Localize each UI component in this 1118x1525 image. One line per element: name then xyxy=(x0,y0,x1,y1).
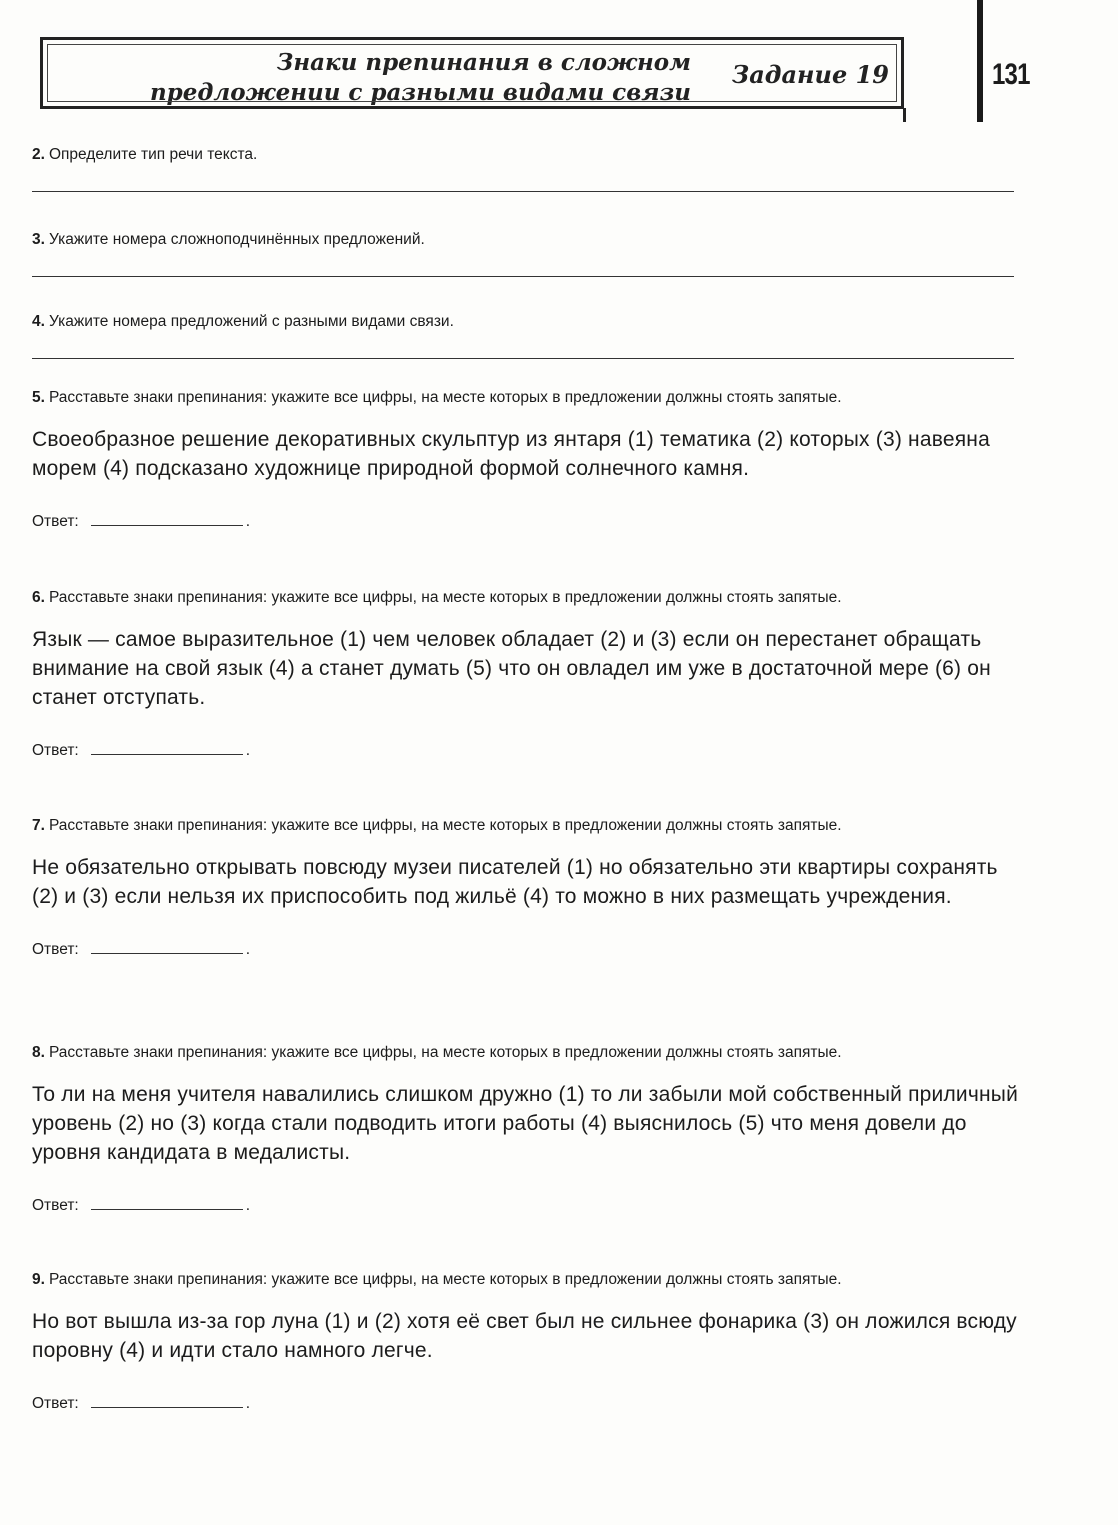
exercise-sentence: Но вот вышла из-за гор луна (1) и (2) хотя её свет был не сильнее фонарика (3) он ложился всюду поровну (4) и идти стало намного легче. xyxy=(32,1310,1017,1362)
question-prompt: Расставьте знаки препинания: укажите все цифры, на месте которых в предложении должны стоять запятые. xyxy=(48,1271,842,1288)
question-text xyxy=(32,1268,1022,1291)
question-number: 5. xyxy=(32,389,45,406)
answer-period: . xyxy=(245,941,251,958)
question-prompt: Укажите номера предложений с разными видами связи. xyxy=(48,313,454,330)
exercise-sentence: То ли на меня учителя навалились слишком дружно (1) то ли забыли мой собственный приличный уровень (2) но (3) когда стали подводить итоги работы (4) выяснилось (5) что меня довели до уровня кандидата в медалисты. xyxy=(32,1083,1019,1164)
question-text xyxy=(32,310,1022,333)
answer-label: Ответ: xyxy=(32,1197,79,1214)
question-number: 3. xyxy=(32,231,45,248)
question-text xyxy=(32,143,1022,166)
question-prompt: Укажите номера сложноподчинённых предложений. xyxy=(48,231,425,248)
answer-blank[interactable] xyxy=(91,738,243,755)
question-9 xyxy=(32,1268,1022,1413)
question-prompt: Расставьте знаки препинания: укажите все цифры, на месте которых в предложении должны стоять запятые. xyxy=(48,1044,842,1061)
margin-rule xyxy=(977,0,983,122)
question-prompt: Расставьте знаки препинания: укажите все цифры, на месте которых в предложении должны стоять запятые. xyxy=(48,817,842,834)
question-6 xyxy=(32,586,1022,760)
question-5 xyxy=(32,386,1022,531)
page-number: 131 xyxy=(992,58,1030,91)
header-frame xyxy=(40,37,904,109)
header-tick xyxy=(903,108,906,122)
answer-row xyxy=(32,509,1022,531)
answer-label: Ответ: xyxy=(32,742,79,759)
task-label: Задание 19 xyxy=(731,60,889,89)
answer-row xyxy=(32,1193,1022,1215)
question-7 xyxy=(32,814,1022,959)
question-number: 6. xyxy=(32,589,45,606)
answer-row xyxy=(32,1391,1022,1413)
answer-period: . xyxy=(245,1395,251,1412)
answer-label: Ответ: xyxy=(32,941,79,958)
answer-line[interactable] xyxy=(32,357,1014,359)
question-number: 7. xyxy=(32,817,45,834)
answer-period: . xyxy=(245,513,251,530)
exercise-sentence: Своеобразное решение декоративных скульптур из янтаря (1) тематика (2) которых (3) навеяна морем (4) подсказано художнице природной формой солнечного камня. xyxy=(32,428,990,480)
answer-label: Ответ: xyxy=(32,1395,79,1412)
answer-blank[interactable] xyxy=(91,937,243,954)
question-4 xyxy=(32,310,1022,359)
question-text xyxy=(32,814,1022,837)
exercise-sentence: Язык — самое выразительное (1) чем человек обладает (2) и (3) если он перестанет обращать внимание на свой язык (4) а станет думать (5) что он овладел им уже в достаточной мере (6) он станет отступать. xyxy=(32,628,991,709)
answer-line[interactable] xyxy=(32,275,1014,277)
answer-blank[interactable] xyxy=(91,1391,243,1408)
question-text xyxy=(32,386,1022,409)
question-3 xyxy=(32,228,1022,277)
question-8 xyxy=(32,1041,1022,1215)
question-prompt: Определите тип речи текста. xyxy=(48,146,258,163)
topic-line-2: предложении с разными видами связи xyxy=(149,79,691,106)
question-number: 4. xyxy=(32,313,45,330)
topic-title xyxy=(150,48,691,108)
topic-line-1: Знаки препинания в сложном xyxy=(276,49,691,76)
question-text xyxy=(32,586,1022,609)
exercise-sentence: Не обязательно открывать повсюду музеи писателей (1) но обязательно эти квартиры сохранять (2) и (3) если нельзя их приспособить под жильё (4) то можно в них размещать учреждения. xyxy=(32,856,998,908)
answer-label: Ответ: xyxy=(32,513,79,530)
answer-blank[interactable] xyxy=(91,1193,243,1210)
answer-row xyxy=(32,937,1022,959)
question-text xyxy=(32,228,1022,251)
answer-line[interactable] xyxy=(32,190,1014,192)
answer-period: . xyxy=(245,1197,251,1214)
answer-row xyxy=(32,738,1022,760)
question-number: 2. xyxy=(32,146,45,163)
question-number: 8. xyxy=(32,1044,45,1061)
answer-blank[interactable] xyxy=(91,509,243,526)
question-text xyxy=(32,1041,1022,1064)
answer-period: . xyxy=(245,742,251,759)
question-2 xyxy=(32,143,1022,192)
question-prompt: Расставьте знаки препинания: укажите все цифры, на месте которых в предложении должны стоять запятые. xyxy=(48,389,842,406)
question-number: 9. xyxy=(32,1271,45,1288)
question-prompt: Расставьте знаки препинания: укажите все цифры, на месте которых в предложении должны стоять запятые. xyxy=(48,589,842,606)
